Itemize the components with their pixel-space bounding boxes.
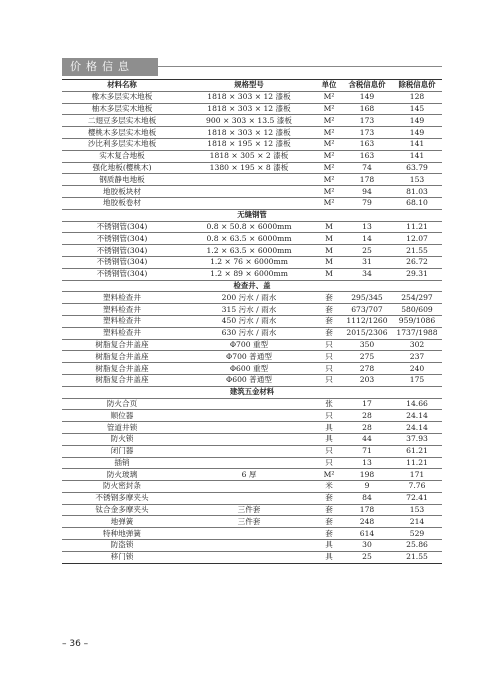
cell-spec: Φ700 重型 <box>182 339 316 351</box>
cell-price-tax: 74 <box>342 162 392 174</box>
cell-unit: 具 <box>316 422 342 434</box>
table-row <box>62 268 442 280</box>
cell-price-tax: 295/345 <box>342 292 392 304</box>
cell-spec: 1818 × 303 × 12 漆板 <box>182 103 316 115</box>
cell-material-name: 管道井锁 <box>62 422 182 434</box>
cell-material-name: 不锈钢管(304) <box>62 233 182 245</box>
cell-price-tax: 275 <box>342 351 392 363</box>
cell-price-notax: 141 <box>392 150 442 162</box>
section-title: 无缝钢管 <box>62 209 442 221</box>
cell-price-tax: 79 <box>342 197 392 209</box>
cell-spec: 200 污水 / 雨水 <box>182 292 316 304</box>
cell-price-tax: 13 <box>342 221 392 233</box>
cell-spec <box>182 398 316 410</box>
cell-spec <box>182 540 316 552</box>
section-title-row <box>62 280 442 292</box>
cell-price-notax: 81.03 <box>392 186 442 198</box>
cell-material-name: 顺位器 <box>62 410 182 422</box>
table-row <box>62 433 442 445</box>
table-row <box>62 327 442 339</box>
cell-price-tax: 614 <box>342 528 392 540</box>
cell-spec <box>182 481 316 493</box>
cell-spec: 三件套 <box>182 516 316 528</box>
cell-material-name: 防火锁 <box>62 433 182 445</box>
cell-price-notax: 302 <box>392 339 442 351</box>
cell-price-tax: 168 <box>342 103 392 115</box>
cell-price-notax: 12.07 <box>392 233 442 245</box>
cell-spec: Φ600 重型 <box>182 363 316 375</box>
cell-spec: 1380 × 195 × 8 漆板 <box>182 162 316 174</box>
cell-spec: 0.8 × 63.5 × 6000mm <box>182 233 316 245</box>
cell-material-name: 塑料检查井 <box>62 327 182 339</box>
cell-price-notax: 153 <box>392 504 442 516</box>
cell-unit: M² <box>316 469 342 481</box>
cell-price-notax: 24.14 <box>392 422 442 434</box>
cell-material-name: 特种地弹簧 <box>62 528 182 540</box>
cell-spec: Φ600 普通型 <box>182 374 316 386</box>
cell-price-tax: 350 <box>342 339 392 351</box>
table-row <box>62 174 442 186</box>
table-row <box>62 339 442 351</box>
cell-material-name: 防火合页 <box>62 398 182 410</box>
table-row <box>62 422 442 434</box>
cell-price-notax: 29.31 <box>392 268 442 280</box>
cell-price-tax: 25 <box>342 551 392 563</box>
cell-unit: 张 <box>316 398 342 410</box>
cell-price-tax: 673/707 <box>342 304 392 316</box>
cell-unit: M <box>316 233 342 245</box>
cell-unit: 只 <box>316 339 342 351</box>
cell-material-name: 不锈钢管(304) <box>62 268 182 280</box>
cell-spec <box>182 186 316 198</box>
cell-unit: 套 <box>316 492 342 504</box>
cell-price-tax: 9 <box>342 481 392 493</box>
cell-price-notax: 171 <box>392 469 442 481</box>
col-header-price-tax: 含税信息价 <box>342 80 392 92</box>
cell-price-tax: 84 <box>342 492 392 504</box>
cell-material-name: 闭门器 <box>62 445 182 457</box>
cell-price-tax: 178 <box>342 174 392 186</box>
cell-price-tax: 248 <box>342 516 392 528</box>
cell-unit: 套 <box>316 504 342 516</box>
cell-price-notax: 72.41 <box>392 492 442 504</box>
cell-material-name: 二翅豆多层实木地板 <box>62 115 182 127</box>
cell-price-notax: 11.21 <box>392 221 442 233</box>
cell-price-tax: 198 <box>342 469 392 481</box>
cell-material-name: 移门锁 <box>62 551 182 563</box>
cell-material-name: 塑料检查井 <box>62 315 182 327</box>
table-row <box>62 457 442 469</box>
cell-unit: 米 <box>316 481 342 493</box>
cell-price-notax: 141 <box>392 138 442 150</box>
cell-spec <box>182 445 316 457</box>
cell-unit: M² <box>316 103 342 115</box>
cell-price-notax: 153 <box>392 174 442 186</box>
cell-price-notax: 529 <box>392 528 442 540</box>
table-row <box>62 398 442 410</box>
cell-unit: 只 <box>316 363 342 375</box>
table-row <box>62 256 442 268</box>
cell-unit: 具 <box>316 540 342 552</box>
cell-price-tax: 173 <box>342 127 392 139</box>
cell-price-tax: 17 <box>342 398 392 410</box>
cell-unit: 具 <box>316 433 342 445</box>
cell-price-notax: 145 <box>392 103 442 115</box>
cell-spec: 1.2 × 63.5 × 6000mm <box>182 245 316 257</box>
cell-unit: M <box>316 268 342 280</box>
cell-spec: 1.2 × 89 × 6000mm <box>182 268 316 280</box>
cell-spec: 1818 × 303 × 12 漆板 <box>182 91 316 103</box>
cell-material-name: 防盗锁 <box>62 540 182 552</box>
cell-spec: 900 × 303 × 13.5 漆板 <box>182 115 316 127</box>
cell-price-tax: 28 <box>342 422 392 434</box>
cell-spec: 1818 × 195 × 12 漆板 <box>182 138 316 150</box>
header-divider <box>158 66 442 67</box>
table-row <box>62 245 442 257</box>
cell-unit: 只 <box>316 410 342 422</box>
cell-spec: 1818 × 303 × 12 漆板 <box>182 127 316 139</box>
table-row <box>62 127 442 139</box>
cell-unit: 套 <box>316 315 342 327</box>
cell-price-notax: 128 <box>392 91 442 103</box>
cell-material-name: 钢质静电地板 <box>62 174 182 186</box>
section-title-row <box>62 209 442 221</box>
cell-price-tax: 278 <box>342 363 392 375</box>
cell-price-notax: 1737/1988 <box>392 327 442 339</box>
cell-material-name: 钛合金多摩夹头 <box>62 504 182 516</box>
section-title: 建筑五金材料 <box>62 386 442 398</box>
cell-price-tax: 30 <box>342 540 392 552</box>
cell-spec <box>182 197 316 209</box>
section-title: 检查井、盖 <box>62 280 442 292</box>
cell-material-name: 插销 <box>62 457 182 469</box>
table-row <box>62 304 442 316</box>
cell-spec: 1.2 × 76 × 6000mm <box>182 256 316 268</box>
cell-unit: 套 <box>316 292 342 304</box>
cell-unit: 具 <box>316 551 342 563</box>
cell-price-tax: 2015/2306 <box>342 327 392 339</box>
table-row <box>62 540 442 552</box>
cell-price-tax: 203 <box>342 374 392 386</box>
cell-price-notax: 149 <box>392 115 442 127</box>
cell-material-name: 地胶板卷材 <box>62 197 182 209</box>
price-table <box>62 79 442 564</box>
cell-material-name: 树脂复合井盖座 <box>62 363 182 375</box>
cell-unit: M² <box>316 197 342 209</box>
cell-spec <box>182 551 316 563</box>
table-row <box>62 91 442 103</box>
table-row <box>62 351 442 363</box>
table-row <box>62 315 442 327</box>
table-header-row <box>62 80 442 92</box>
table-row <box>62 481 442 493</box>
cell-price-tax: 13 <box>342 457 392 469</box>
table-row <box>62 492 442 504</box>
cell-material-name: 树脂复合井盖座 <box>62 374 182 386</box>
cell-unit: M² <box>316 186 342 198</box>
cell-spec <box>182 174 316 186</box>
cell-material-name: 不锈钢管(304) <box>62 245 182 257</box>
cell-unit: M² <box>316 150 342 162</box>
table-row <box>62 445 442 457</box>
cell-price-tax: 34 <box>342 268 392 280</box>
cell-price-notax: 580/609 <box>392 304 442 316</box>
cell-spec <box>182 492 316 504</box>
cell-material-name: 地弹簧 <box>62 516 182 528</box>
cell-spec: 0.8 × 50.8 × 6000mm <box>182 221 316 233</box>
cell-material-name: 树脂复合井盖座 <box>62 351 182 363</box>
table-row <box>62 410 442 422</box>
cell-unit: 套 <box>316 516 342 528</box>
cell-price-notax: 61.21 <box>392 445 442 457</box>
cell-price-notax: 21.55 <box>392 551 442 563</box>
cell-spec: 三件套 <box>182 504 316 516</box>
cell-price-tax: 94 <box>342 186 392 198</box>
section-title-row <box>62 386 442 398</box>
cell-material-name: 不锈钢多摩夹头 <box>62 492 182 504</box>
cell-unit: M <box>316 221 342 233</box>
cell-price-tax: 163 <box>342 150 392 162</box>
cell-spec <box>182 528 316 540</box>
cell-spec <box>182 410 316 422</box>
cell-spec <box>182 422 316 434</box>
cell-spec: 6 厚 <box>182 469 316 481</box>
cell-material-name: 实木复合地板 <box>62 150 182 162</box>
cell-material-name: 橡木多层实木地板 <box>62 91 182 103</box>
table-row <box>62 363 442 375</box>
cell-unit: M² <box>316 162 342 174</box>
cell-spec <box>182 457 316 469</box>
cell-price-tax: 163 <box>342 138 392 150</box>
cell-unit: 只 <box>316 445 342 457</box>
cell-material-name: 塑料检查井 <box>62 292 182 304</box>
table-row <box>62 374 442 386</box>
cell-unit: M² <box>316 91 342 103</box>
cell-price-tax: 1112/1260 <box>342 315 392 327</box>
cell-price-tax: 173 <box>342 115 392 127</box>
cell-unit: 只 <box>316 457 342 469</box>
cell-material-name: 樱桃木多层实木地板 <box>62 127 182 139</box>
cell-price-notax: 175 <box>392 374 442 386</box>
cell-price-tax: 28 <box>342 410 392 422</box>
cell-spec: 450 污水 / 雨水 <box>182 315 316 327</box>
cell-spec: 630 污水 / 雨水 <box>182 327 316 339</box>
table-row <box>62 504 442 516</box>
cell-unit: M² <box>316 127 342 139</box>
table-row <box>62 516 442 528</box>
table-row <box>62 221 442 233</box>
cell-material-name: 塑料检查井 <box>62 304 182 316</box>
cell-material-name: 防火密封条 <box>62 481 182 493</box>
table-row <box>62 197 442 209</box>
cell-material-name: 强化地板(樱桃木) <box>62 162 182 174</box>
col-header-price-notax: 除税信息价 <box>392 80 442 92</box>
table-row <box>62 469 442 481</box>
col-header-name: 材料名称 <box>62 80 182 92</box>
cell-unit: 只 <box>316 351 342 363</box>
cell-price-notax: 7.76 <box>392 481 442 493</box>
cell-spec <box>182 433 316 445</box>
cell-material-name: 不锈钢管(304) <box>62 221 182 233</box>
cell-material-name: 不锈钢管(304) <box>62 256 182 268</box>
table-row <box>62 528 442 540</box>
page-number: – 36 – <box>62 639 89 649</box>
table-row <box>62 186 442 198</box>
cell-unit: M² <box>316 115 342 127</box>
cell-material-name: 沙比利多层实木地板 <box>62 138 182 150</box>
cell-unit: M <box>316 256 342 268</box>
cell-unit: M <box>316 245 342 257</box>
cell-price-notax: 959/1086 <box>392 315 442 327</box>
cell-unit: M² <box>316 138 342 150</box>
cell-price-tax: 14 <box>342 233 392 245</box>
cell-price-tax: 71 <box>342 445 392 457</box>
cell-price-notax: 63.79 <box>392 162 442 174</box>
cell-price-notax: 149 <box>392 127 442 139</box>
table-body <box>62 91 442 563</box>
cell-spec: 315 污水 / 雨水 <box>182 304 316 316</box>
table-row <box>62 162 442 174</box>
cell-price-notax: 14.66 <box>392 398 442 410</box>
cell-price-notax: 24.14 <box>392 410 442 422</box>
cell-price-notax: 25.86 <box>392 540 442 552</box>
table-row <box>62 103 442 115</box>
cell-spec: Φ700 普通型 <box>182 351 316 363</box>
cell-price-notax: 26.72 <box>392 256 442 268</box>
cell-price-tax: 31 <box>342 256 392 268</box>
cell-price-notax: 11.21 <box>392 457 442 469</box>
cell-price-notax: 214 <box>392 516 442 528</box>
cell-price-notax: 21.55 <box>392 245 442 257</box>
cell-material-name: 柚木多层实木地板 <box>62 103 182 115</box>
cell-unit: M² <box>316 174 342 186</box>
cell-unit: 只 <box>316 374 342 386</box>
cell-price-tax: 44 <box>342 433 392 445</box>
cell-unit: 套 <box>316 327 342 339</box>
table-row <box>62 150 442 162</box>
cell-unit: 套 <box>316 528 342 540</box>
col-header-spec: 规格型号 <box>182 80 316 92</box>
cell-unit: 套 <box>316 304 342 316</box>
table-row <box>62 115 442 127</box>
cell-price-tax: 25 <box>342 245 392 257</box>
cell-price-notax: 240 <box>392 363 442 375</box>
table-row <box>62 138 442 150</box>
cell-price-notax: 37.93 <box>392 433 442 445</box>
cell-material-name: 地胶板块材 <box>62 186 182 198</box>
section-header: 价格信息 <box>62 58 158 76</box>
cell-price-notax: 254/297 <box>392 292 442 304</box>
cell-spec: 1818 × 305 × 2 漆板 <box>182 150 316 162</box>
cell-material-name: 防火玻璃 <box>62 469 182 481</box>
col-header-unit: 单位 <box>316 80 342 92</box>
table-row <box>62 551 442 563</box>
table-row <box>62 292 442 304</box>
cell-material-name: 树脂复合井盖座 <box>62 339 182 351</box>
cell-price-notax: 68.10 <box>392 197 442 209</box>
cell-price-notax: 237 <box>392 351 442 363</box>
cell-price-tax: 178 <box>342 504 392 516</box>
table-row <box>62 233 442 245</box>
cell-price-tax: 149 <box>342 91 392 103</box>
